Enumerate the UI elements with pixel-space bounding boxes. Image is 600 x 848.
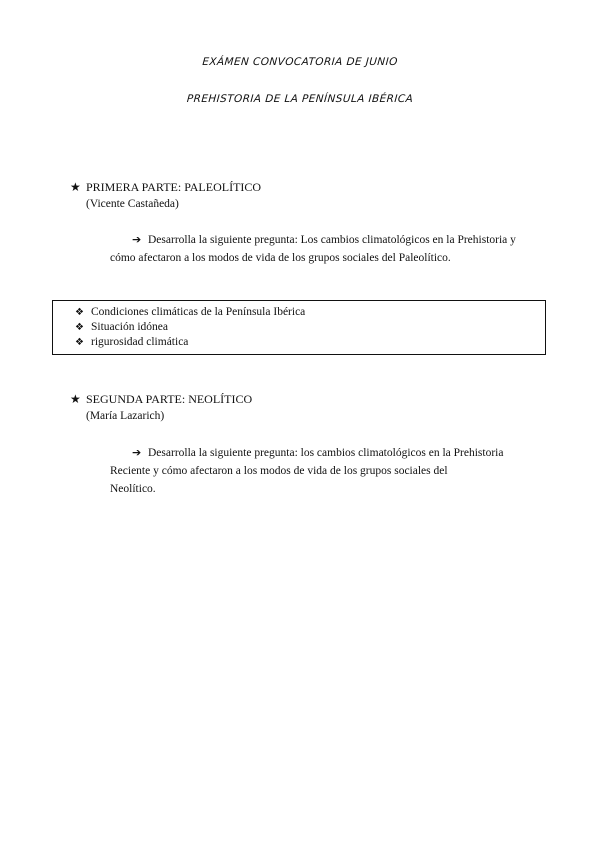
question-line: Desarrolla la siguiente pregunta: Los cambios climatológicos en la Prehistoria y xyxy=(148,234,516,246)
section-heading-text: PRIMERA PARTE: PALEOLÍTICO xyxy=(86,180,262,194)
list-item-text: Situación idónea xyxy=(91,321,168,333)
star-icon: ★ xyxy=(70,392,81,406)
question-line: cómo afectaron a los modos de vida de los grupos sociales del Paleolítico. xyxy=(110,252,451,264)
question-part1 xyxy=(110,231,548,267)
list-item xyxy=(75,320,545,335)
question-line: Desarrolla la siguiente pregunta: los cambios climatológicos en la Prehistoria xyxy=(148,447,504,459)
diamond-bullet-icon: ❖ xyxy=(75,322,84,333)
page-title: EXÁMEN CONVOCATORIA DE JUNIO xyxy=(201,56,399,68)
list-item xyxy=(75,305,545,320)
list-item xyxy=(75,335,545,350)
page-subtitle: PREHISTORIA DE LA PENÍNSULA IBÉRICA xyxy=(186,93,414,105)
question-line: Neolítico. xyxy=(110,483,156,495)
star-icon: ★ xyxy=(70,180,81,194)
author-part2: (María Lazarich) xyxy=(86,410,165,422)
question-part2 xyxy=(110,444,548,498)
section-heading-part1 xyxy=(70,180,261,195)
diamond-bullet-icon: ❖ xyxy=(75,307,84,318)
notes-box xyxy=(52,300,546,355)
list-item-text: Condiciones climáticas de la Península Ibérica xyxy=(91,306,306,318)
question-line: Reciente y cómo afectaron a los modos de vida de los grupos sociales del xyxy=(110,465,448,477)
list-item-text: rigurosidad climática xyxy=(91,336,189,348)
arrow-icon: ➔ xyxy=(132,446,142,459)
section-heading-part2 xyxy=(70,392,252,407)
author-part1: (Vicente Castañeda) xyxy=(86,198,179,210)
diamond-bullet-icon: ❖ xyxy=(75,337,84,348)
section-heading-text: SEGUNDA PARTE: NEOLÍTICO xyxy=(86,392,253,406)
arrow-icon: ➔ xyxy=(132,233,142,246)
